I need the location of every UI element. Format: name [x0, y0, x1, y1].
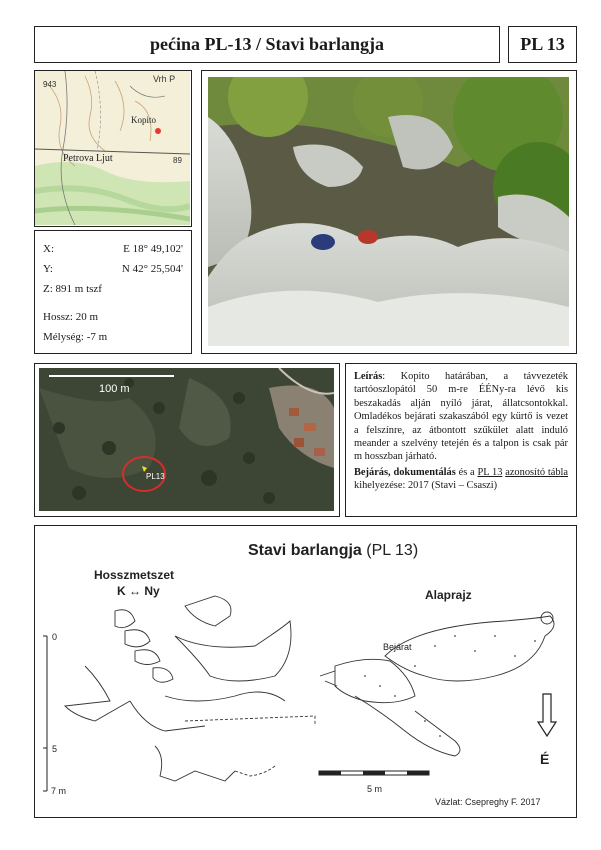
length-row [43, 311, 183, 323]
plan-view [320, 612, 554, 756]
elev-label: 943 [43, 80, 57, 89]
peak-label: Vrh P [153, 74, 176, 84]
village-label: Petrova Ljut [63, 153, 113, 164]
axis-label-0: 0 [52, 632, 58, 642]
topo-map [34, 70, 192, 227]
description-body: : Kopito határában, a távvezeték tartóoszlopától 50 m-re ÉÉNy-ra lévő kis beszakadás alján nyíló járat, állatcsontokkal. Omladékos bejárati szakaszából egy kürtő is vezet a felszínre, az átbontott szűkület alatt induló meander a szelvény tetején és a talpon is csak pár m hosszban járható. [354, 371, 568, 463]
cave-location-dot [155, 128, 161, 134]
description-panel [345, 363, 577, 517]
survey-graphic [35, 526, 575, 816]
survey-paragraph [354, 466, 568, 493]
location-info [34, 230, 192, 354]
scale-label: 5 m [367, 784, 383, 794]
scale-bar [319, 771, 429, 775]
north-arrow-icon [538, 694, 556, 736]
length-text: Hossz: 20 m [43, 311, 98, 323]
aerial-scale-label: 100 m [99, 383, 130, 395]
topo-map-graphic [35, 71, 190, 225]
plan-title: Alaprajz [425, 588, 472, 602]
altitude-row [43, 283, 183, 295]
section-direction: K ↔ Ny [117, 584, 160, 598]
axis-label-5: 5 [52, 744, 58, 754]
x-label: X: [43, 243, 54, 255]
x-coordinate-row [43, 243, 183, 255]
cave-survey-diagram [34, 525, 577, 818]
cave-code-box [508, 26, 577, 63]
depth-row [43, 331, 183, 343]
aerial-graphic [39, 368, 334, 511]
longitudinal-section [65, 596, 315, 781]
x-value: E 18° 49,102' [123, 243, 183, 255]
north-label: É [540, 751, 550, 767]
axis-label-7: 7 m [51, 786, 67, 796]
diagram-title: Stavi barlangja (PL 13) [248, 542, 419, 559]
survey-mid: és a [455, 466, 478, 478]
description-paragraph [354, 370, 568, 464]
description-lead: Leírás [354, 371, 383, 382]
grid-number: 89 [173, 156, 182, 165]
cave-code-link[interactable]: PL 13 [477, 466, 503, 478]
section-title: Hosszmetszet [94, 568, 175, 582]
page-title-box [34, 26, 500, 63]
cave-code: PL 13 [520, 34, 565, 54]
id-plate-link[interactable]: azonosító tábla [505, 466, 569, 478]
aerial-marker-label: PL13 [146, 472, 165, 481]
credit-text: Vázlat: Csepreghy F. 2017 [435, 797, 541, 807]
survey-lead: Bejárás, dokumentálás [354, 466, 456, 478]
y-label: Y: [43, 263, 53, 275]
kopito-label: Kopito [131, 115, 157, 125]
y-value: N 42° 25,504' [121, 263, 183, 275]
y-coordinate-row [43, 263, 183, 275]
depth-text: Mélység: -7 m [43, 331, 108, 343]
altitude-text: Z: 891 m tszf [43, 283, 102, 295]
page-title: pećina PL-13 / Stavi barlangja [149, 34, 384, 54]
photo-graphic [208, 77, 569, 346]
cave-entrance-photo [201, 70, 577, 354]
aerial-image [34, 363, 340, 517]
survey-end: kihelyezése: 2017 (Stavi – Csaszi) [354, 480, 498, 492]
entrance-label: Bejárat [383, 642, 412, 652]
